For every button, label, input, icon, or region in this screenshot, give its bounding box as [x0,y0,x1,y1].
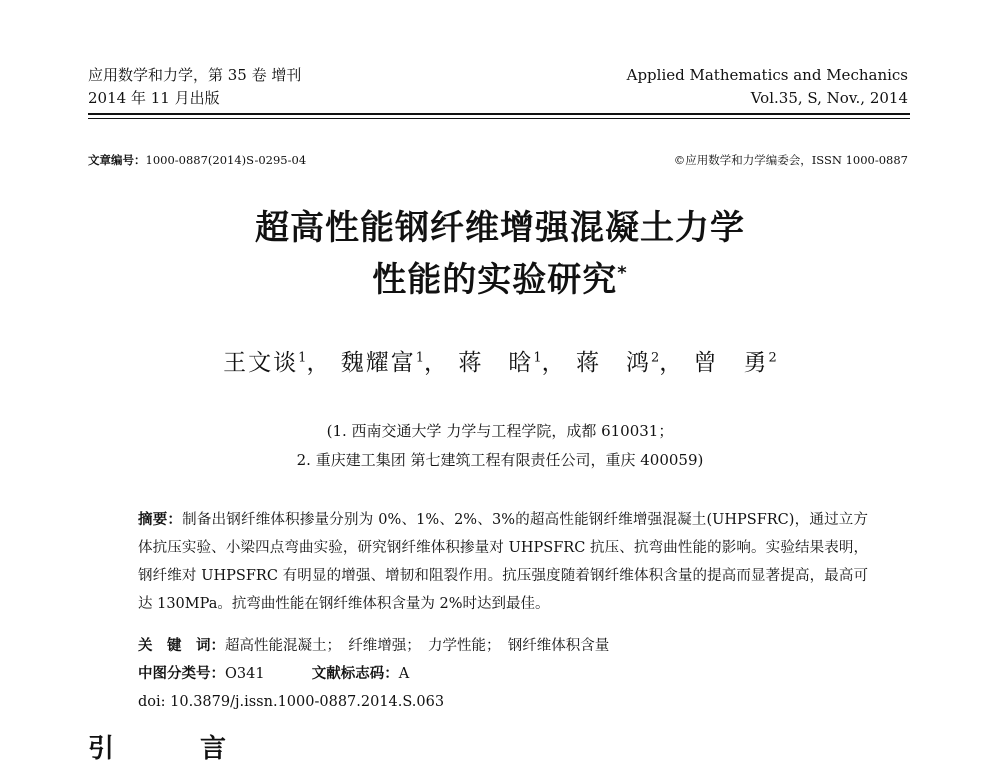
author [458,350,541,376]
doi: doi: 10.3879/j.issn.1000-0887.2014.S.063 [138,694,445,710]
keywords [138,634,609,655]
author [576,350,659,376]
keywords-label: 关 键 词： [138,638,225,654]
paper-title-text: 性能的实验研究 [372,260,618,300]
header-rule-thin [88,118,910,119]
article-number-label: 文章编号： [88,153,146,167]
author [694,350,777,376]
volume-info-en: Vol.35, S, Nov., 2014 [750,89,908,107]
author [341,350,424,376]
journal-name-cn: 应用数学和力学，第 35 卷 增刊 [88,66,302,84]
abstract-text: 制备出钢纤维体积掺量分别为 0%、1%、2%、3%的超高性能钢纤维增强混凝土(UHPSFRC)，通过立方体抗压实验、小梁四点弯曲实验，研究钢纤维体积掺量对 UHPSFRC 抗压、抗弯曲性能的影响。实验结果表明，钢纤维对 UHPSFRC 有明显的增强、增韧和阻裂作用。抗压强度随着钢纤维体积含量的提高而显著提高，最高可达 130MPa。抗弯曲性能在钢纤维体积含量为 2%时达到最佳。 [138,512,869,612]
keywords-text: 超高性能混凝土； 纤维增强； 力学性能； 钢纤维体积含量 [225,638,610,654]
paper-title-line2 [0,252,1000,301]
copyright-notice: ©应用数学和力学编委会，ISSN 1000-0887 [673,153,908,167]
clc-value: O341 [225,666,265,682]
abstract-label: 摘要： [138,512,183,528]
abstract [138,506,868,618]
header-rule-thick [88,113,910,115]
affiliation-line2: 2. 重庆建工集团 第七建筑工程有限责任公司，重庆 400059) [296,451,704,469]
paper-title-line1: 超高性能钢纤维增强混凝土力学 [255,208,745,248]
clc-label: 中图分类号： [138,666,225,682]
article-number [88,152,306,168]
author-affiliation-mark: 2 [768,350,777,366]
doc-code-label: 文献标志码： [311,666,399,682]
title-footnote-mark: * [617,262,628,284]
author [223,350,306,376]
author-name: 蒋 晗 [458,350,534,376]
author-affiliation-mark: 1 [533,350,542,366]
author-affiliation-mark: 2 [650,350,660,366]
article-number-value: 1000-0887(2014)S-0295-04 [145,153,307,167]
author-affiliation-mark: 1 [298,350,307,366]
journal-name-en: Applied Mathematics and Mechanics [626,66,908,84]
author-list: 王文谈$^1$， 魏耀富$^1$， 蒋 晗$^1$， 蒋 鸿$^2$， 曾 勇$^2$ [223,350,777,376]
author-name: 王文谈 [223,350,299,376]
publication-date-cn: 2014 年 11 月出版 [88,89,220,107]
affiliation-line1: (1. 西南交通大学 力学与工程学院，成都 610031； [326,422,674,440]
author-name: 曾 勇 [693,350,769,376]
classification-codes [138,662,409,683]
author-name: 魏耀富 [340,350,416,376]
author-affiliation-mark: 1 [415,350,425,366]
doc-code-value: A [398,666,410,682]
author-name: 蒋 鸿 [575,350,651,376]
section-heading-introduction: 引 言 [88,734,257,764]
